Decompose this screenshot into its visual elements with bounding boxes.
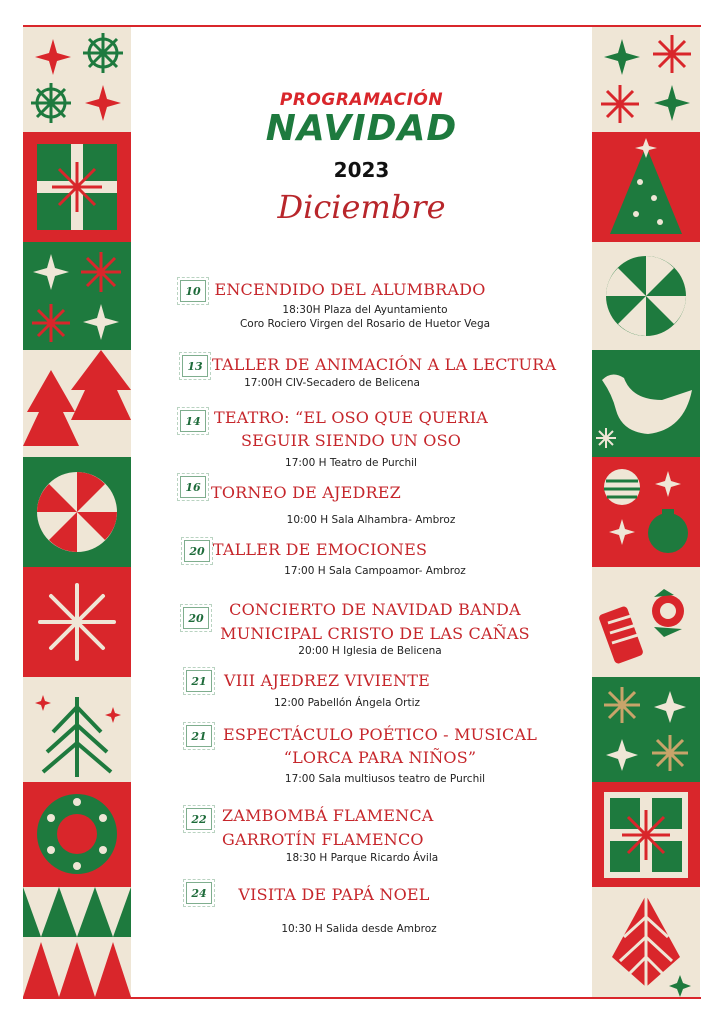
event-title: “LORCA PARA NIÑOS” bbox=[283, 748, 477, 767]
candy-tile bbox=[592, 567, 700, 677]
peppermint-tile bbox=[23, 457, 131, 567]
title-navidad: NAVIDAD bbox=[265, 108, 458, 149]
star-cluster-icon bbox=[23, 242, 131, 350]
title-month: Diciembre bbox=[277, 188, 446, 226]
snowflake-icon bbox=[592, 677, 700, 782]
header bbox=[131, 0, 592, 260]
event-title: ENCENDIDO DEL ALUMBRADO bbox=[214, 280, 486, 299]
ornaments-tile bbox=[592, 457, 700, 567]
event-title: TALLER DE ANIMACIÓN A LA LECTURA bbox=[212, 355, 557, 374]
stars-icon bbox=[23, 27, 131, 132]
event-title: TALLER DE EMOCIONES bbox=[212, 540, 428, 559]
day-badge: 10 bbox=[180, 280, 206, 302]
wreath-tile bbox=[23, 782, 131, 887]
tree-row-icon bbox=[23, 887, 131, 997]
event-detail: 10:30 H Salida desde Ambroz bbox=[281, 923, 437, 935]
trees-bottom-tile bbox=[23, 887, 131, 997]
dove-tile bbox=[592, 350, 700, 457]
event-title: CONCIERTO DE NAVIDAD BANDA bbox=[229, 600, 521, 619]
day-badge: 16 bbox=[180, 476, 206, 498]
event-detail: 12:00 Pabellón Ángela Ortiz bbox=[273, 697, 421, 709]
peppermint-icon bbox=[592, 242, 700, 350]
day-badge: 24 bbox=[186, 882, 212, 904]
title-programacion: PROGRAMACIÓN bbox=[279, 90, 444, 110]
day-badge: 20 bbox=[184, 540, 210, 562]
day-badge: 21 bbox=[186, 670, 212, 692]
event-title: SEGUIR SIENDO UN OSO bbox=[240, 431, 462, 450]
title-year: 2023 bbox=[333, 158, 390, 182]
peppermint-right-tile bbox=[592, 242, 700, 350]
ornament-icon bbox=[592, 457, 700, 567]
event-detail: Coro Rociero Virgen del Rosario de Huetor Vega bbox=[239, 318, 491, 330]
gift-tile bbox=[23, 132, 131, 242]
event-title: TEATRO: “EL OSO QUE QUERIA bbox=[214, 408, 488, 427]
day-badge: 22 bbox=[186, 808, 212, 830]
wreath-icon bbox=[23, 782, 131, 887]
tree-red-tile bbox=[592, 887, 700, 997]
day-badge: 20 bbox=[183, 607, 209, 629]
christmas-tree-icon bbox=[592, 887, 700, 997]
gift-right-tile bbox=[592, 782, 700, 887]
event-detail: 20:00 H Iglesia de Belicena bbox=[298, 645, 442, 657]
event-title: GARROTÍN FLAMENCO bbox=[222, 830, 424, 849]
day-badge: 14 bbox=[180, 410, 206, 432]
candy-icon bbox=[592, 567, 700, 677]
gift-icon bbox=[23, 132, 131, 242]
event-detail: 17:00 Sala multiusos teatro de Purchil bbox=[284, 773, 486, 785]
tree-right-tile bbox=[592, 132, 700, 242]
dove-icon bbox=[592, 350, 700, 457]
snowflake-red-tile bbox=[23, 567, 131, 677]
day-badge: 13 bbox=[182, 355, 208, 377]
event-title: TORNEO DE AJEDREZ bbox=[210, 483, 402, 502]
event-title: ZAMBOMBÁ FLAMENCA bbox=[222, 806, 434, 825]
star-snowflake-tile bbox=[23, 27, 131, 132]
event-detail: 18:30 H Parque Ricardo Ávila bbox=[285, 852, 439, 864]
event-detail: 10:00 H Sala Alhambra- Ambroz bbox=[286, 514, 456, 526]
right-decor-column bbox=[592, 27, 700, 997]
gift-icon bbox=[592, 782, 700, 887]
stars-right-tile bbox=[592, 27, 700, 132]
event-title: VIII AJEDREZ VIVIENTE bbox=[224, 671, 430, 690]
pine-trees-icon bbox=[23, 350, 131, 457]
day-badge: 21 bbox=[186, 725, 212, 747]
event-detail: 17:00 H Sala Campoamor- Ambroz bbox=[284, 565, 466, 577]
tree-green-tile bbox=[23, 677, 131, 782]
event-title: VISITA DE PAPÁ NOEL bbox=[238, 885, 430, 904]
snowflake-icon bbox=[23, 567, 131, 677]
event-title: MUNICIPAL CRISTO DE LAS CAÑAS bbox=[220, 624, 530, 643]
bottom-border-line bbox=[23, 997, 701, 999]
christmas-tree-icon bbox=[23, 677, 131, 782]
event-detail: 17:00H CIV-Secadero de Belicena bbox=[244, 377, 420, 389]
christmas-tree-icon bbox=[592, 132, 700, 242]
stars-icon bbox=[592, 27, 700, 132]
stars-green-tile bbox=[23, 242, 131, 350]
event-detail: 17:00 H Teatro de Purchil bbox=[285, 457, 417, 469]
event-detail: 18:30H Plaza del Ayuntamiento bbox=[282, 304, 448, 316]
trees-tile bbox=[23, 350, 131, 457]
peppermint-icon bbox=[23, 457, 131, 567]
left-decor-column bbox=[23, 27, 131, 997]
event-title: ESPECTÁCULO POÉTICO - MUSICAL bbox=[222, 725, 538, 744]
snowflakes-gold-tile bbox=[592, 677, 700, 782]
